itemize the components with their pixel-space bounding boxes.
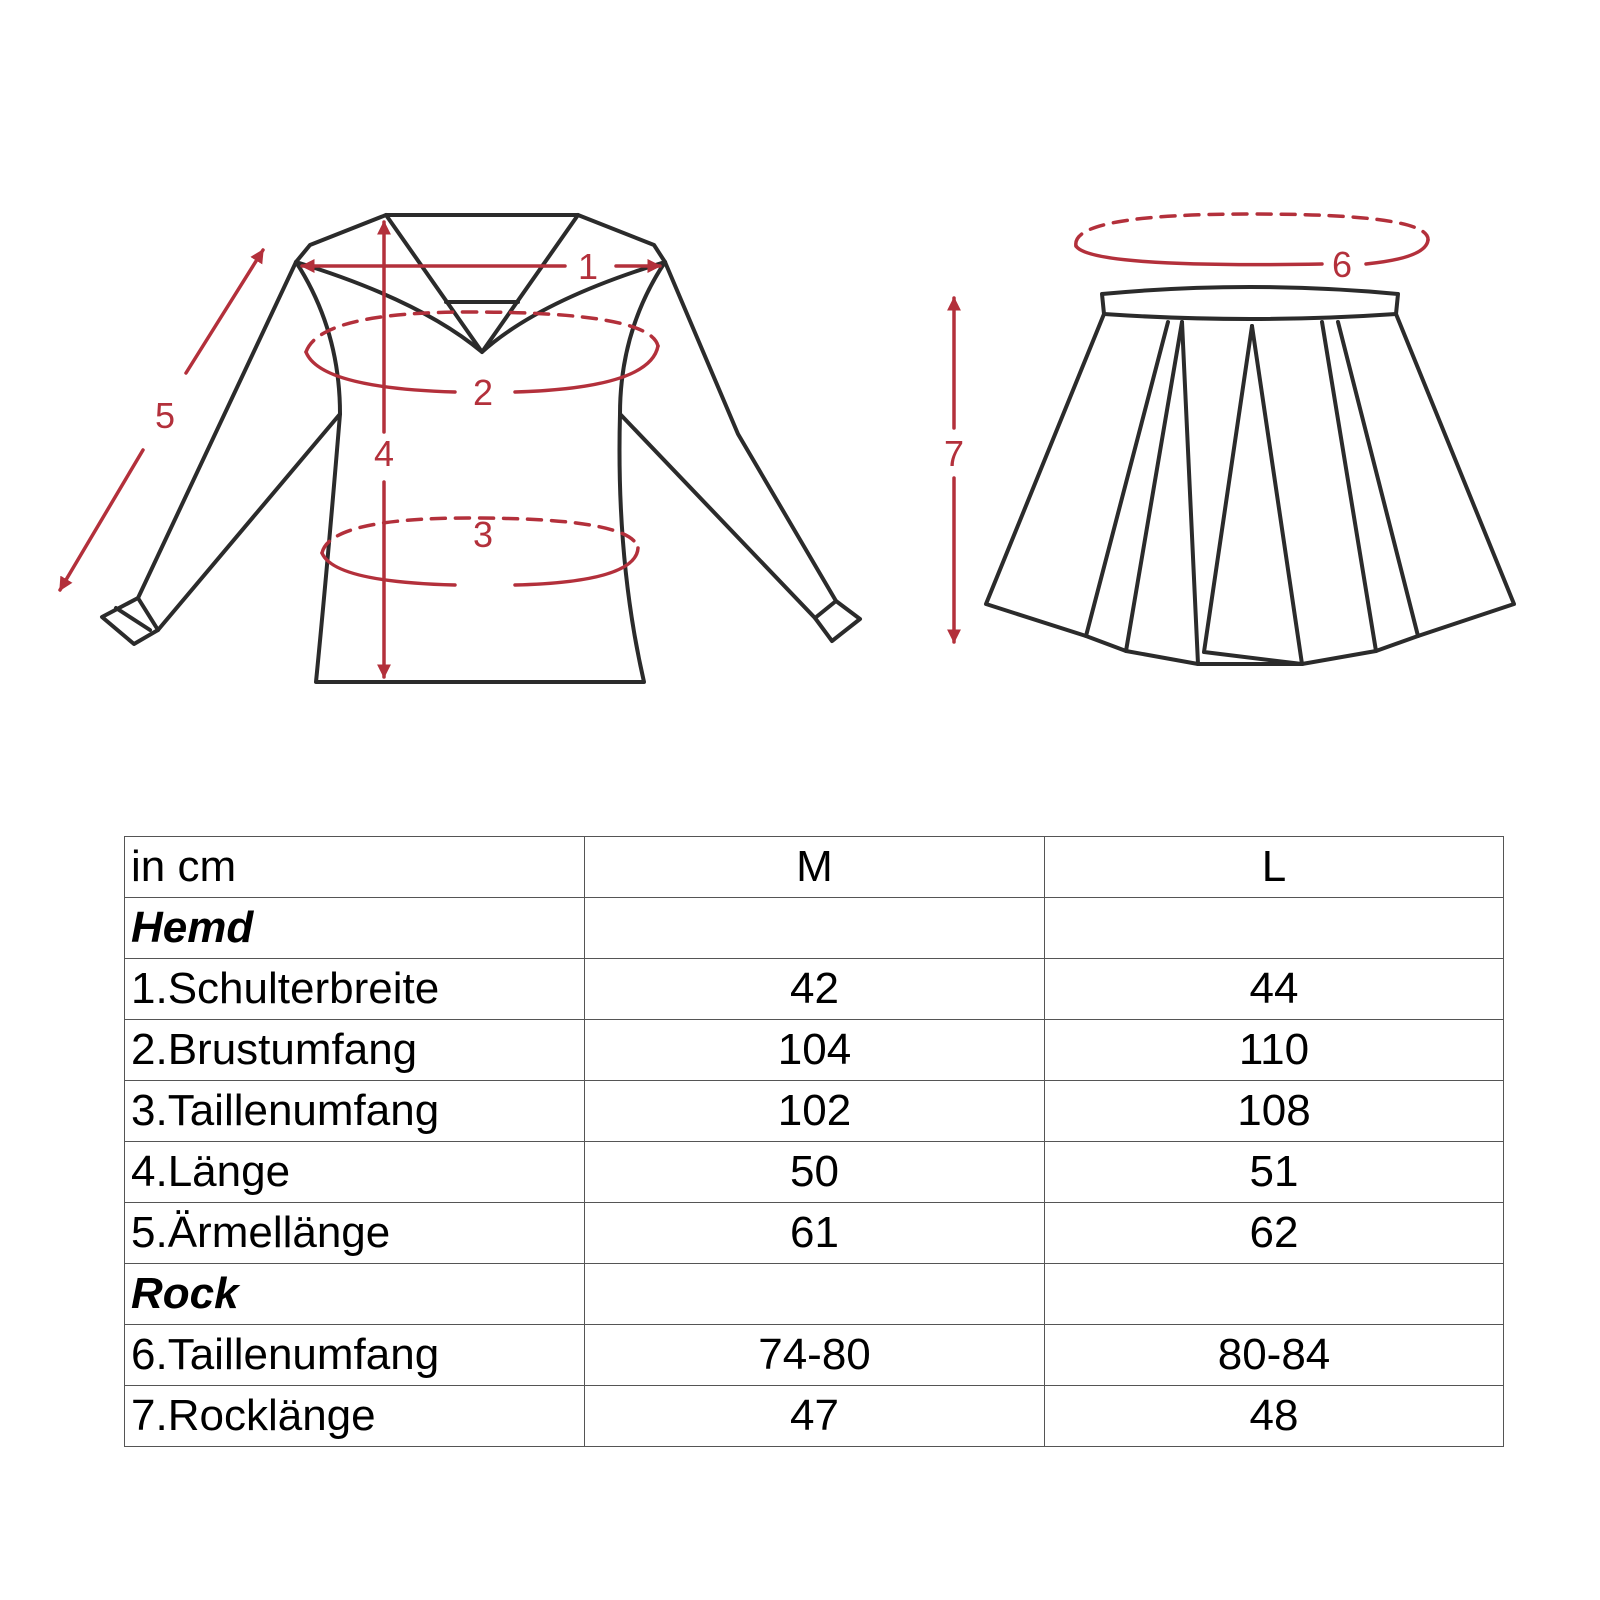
measure-label-5: 5 [155,395,176,436]
shirt-drawing [102,215,860,682]
right-cuff [815,601,836,618]
measure-label-7: 7 [944,433,965,474]
value-l: 51 [1045,1142,1504,1203]
left-cuff [116,598,158,630]
measure-label-3: 3 [473,514,494,555]
value-m: 61 [585,1203,1045,1264]
row-label: 1.Schulterbreite [125,959,585,1020]
table-row [125,1386,1504,1447]
table-row [125,1325,1504,1386]
table-row [125,959,1504,1020]
collar-v [386,215,578,352]
value-m: 104 [585,1020,1045,1081]
row-label: 7.Rocklänge [125,1386,585,1447]
row-label: 4.Länge [125,1142,585,1203]
section-row-hemd [125,898,1504,959]
table-row [125,1203,1504,1264]
value-m: 47 [585,1386,1045,1447]
header-size-m: M [585,837,1045,898]
value-l: 80-84 [1045,1325,1504,1386]
value-m: 102 [585,1081,1045,1142]
value-l: 44 [1045,959,1504,1020]
value-l: 108 [1045,1081,1504,1142]
section-title: Hemd [125,898,585,959]
skirt-outline [986,314,1514,664]
row-label: 5.Ärmellänge [125,1203,585,1264]
row-label: 2.Brustumfang [125,1020,585,1081]
header-unit: in cm [125,837,585,898]
value-m: 42 [585,959,1045,1020]
skirt-waistband [1102,287,1398,319]
sailor-collar [296,215,665,352]
section-title: Rock [125,1264,585,1325]
skirt-drawing [986,287,1514,664]
header-size-l: L [1045,837,1504,898]
table-row [125,1142,1504,1203]
value-l: 48 [1045,1386,1504,1447]
measure-label-6: 6 [1332,244,1353,285]
section-row-rock [125,1264,1504,1325]
shirt-measurements [60,222,660,677]
garment-diagram [0,0,1600,760]
value-l: 110 [1045,1020,1504,1081]
table-row [125,1081,1504,1142]
value-m: 74-80 [585,1325,1045,1386]
table-row [125,1020,1504,1081]
measure-label-2: 2 [473,372,494,413]
table-header-row [125,837,1504,898]
value-l: 62 [1045,1203,1504,1264]
row-label: 3.Taillenumfang [125,1081,585,1142]
row-label: 6.Taillenumfang [125,1325,585,1386]
measure-label-1: 1 [578,246,599,287]
size-table [124,836,1504,1447]
measure-label-4: 4 [374,433,395,474]
value-m: 50 [585,1142,1045,1203]
